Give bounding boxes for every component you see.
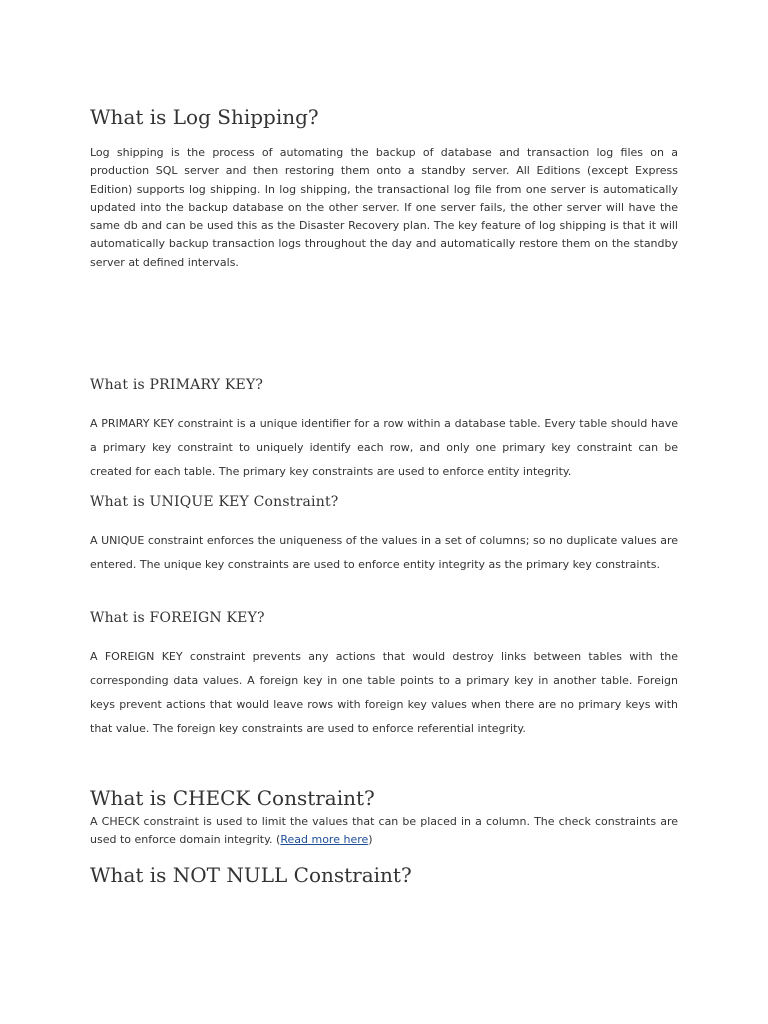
paragraph-check bbox=[90, 813, 678, 850]
heading-check: What is CHECK Constraint? bbox=[90, 786, 375, 810]
section-log-shipping bbox=[90, 104, 678, 272]
heading-not-null: What is NOT NULL Constraint? bbox=[90, 863, 412, 887]
paragraph-primary-key: A PRIMARY KEY constraint is a unique identifier for a row within a database table. Every table should have a primary key constraint to uniquely identify each row, and only one primary key constraint can be created for each table. The primary key constraints are used to enforce entity integrity. bbox=[90, 417, 678, 478]
paragraph-foreign-key: A FOREIGN KEY constraint prevents any actions that would destroy links between tables with the corresponding data values. A foreign key in one table points to a primary key in another table. Foreign keys prevent actions that would leave rows with foreign key values when there are no primary keys with that value. The foreign key constraints are used to enforce referential integrity. bbox=[90, 650, 678, 735]
link-close-paren: ) bbox=[368, 833, 373, 847]
heading-primary-key: What is PRIMARY KEY? bbox=[90, 377, 264, 393]
read-more-link[interactable]: Read more here bbox=[280, 833, 369, 847]
section-unique-key bbox=[90, 492, 678, 577]
heading-unique-key: What is UNIQUE KEY Constraint? bbox=[90, 494, 339, 510]
heading-log-shipping: What is Log Shipping? bbox=[90, 105, 319, 129]
heading-foreign-key: What is FOREIGN KEY? bbox=[90, 610, 265, 626]
check-body-text: A CHECK constraint is used to limit the values that can be placed in a column. The check constraints are used to enforce domain integrity. bbox=[90, 815, 678, 847]
paragraph-unique-key: A UNIQUE constraint enforces the uniqueness of the values in a set of columns; so no duplicate values are entered. The unique key constraints are used to enforce entity integrity as the primary key constraints. bbox=[90, 534, 678, 571]
link-open-paren: ( bbox=[272, 833, 281, 847]
section-primary-key bbox=[90, 375, 678, 484]
section-not-null bbox=[90, 862, 678, 888]
section-foreign-key bbox=[90, 608, 678, 741]
paragraph-log-shipping: Log shipping is the process of automating the backup of database and transaction log files on a production SQL server and then restoring them onto a standby server. All Editions (except Express Edition) supports log shipping. In log shipping, the transactional log file from one server is automatically updated into the backup database on the other server. If one server fails, the other server will have the same db and can be used this as the Disaster Recovery plan. The key feature of log shipping is that it will automatically backup transaction logs throughout the day and automatically restore them on the standby server at defined intervals. bbox=[90, 146, 678, 269]
section-check bbox=[90, 785, 678, 850]
